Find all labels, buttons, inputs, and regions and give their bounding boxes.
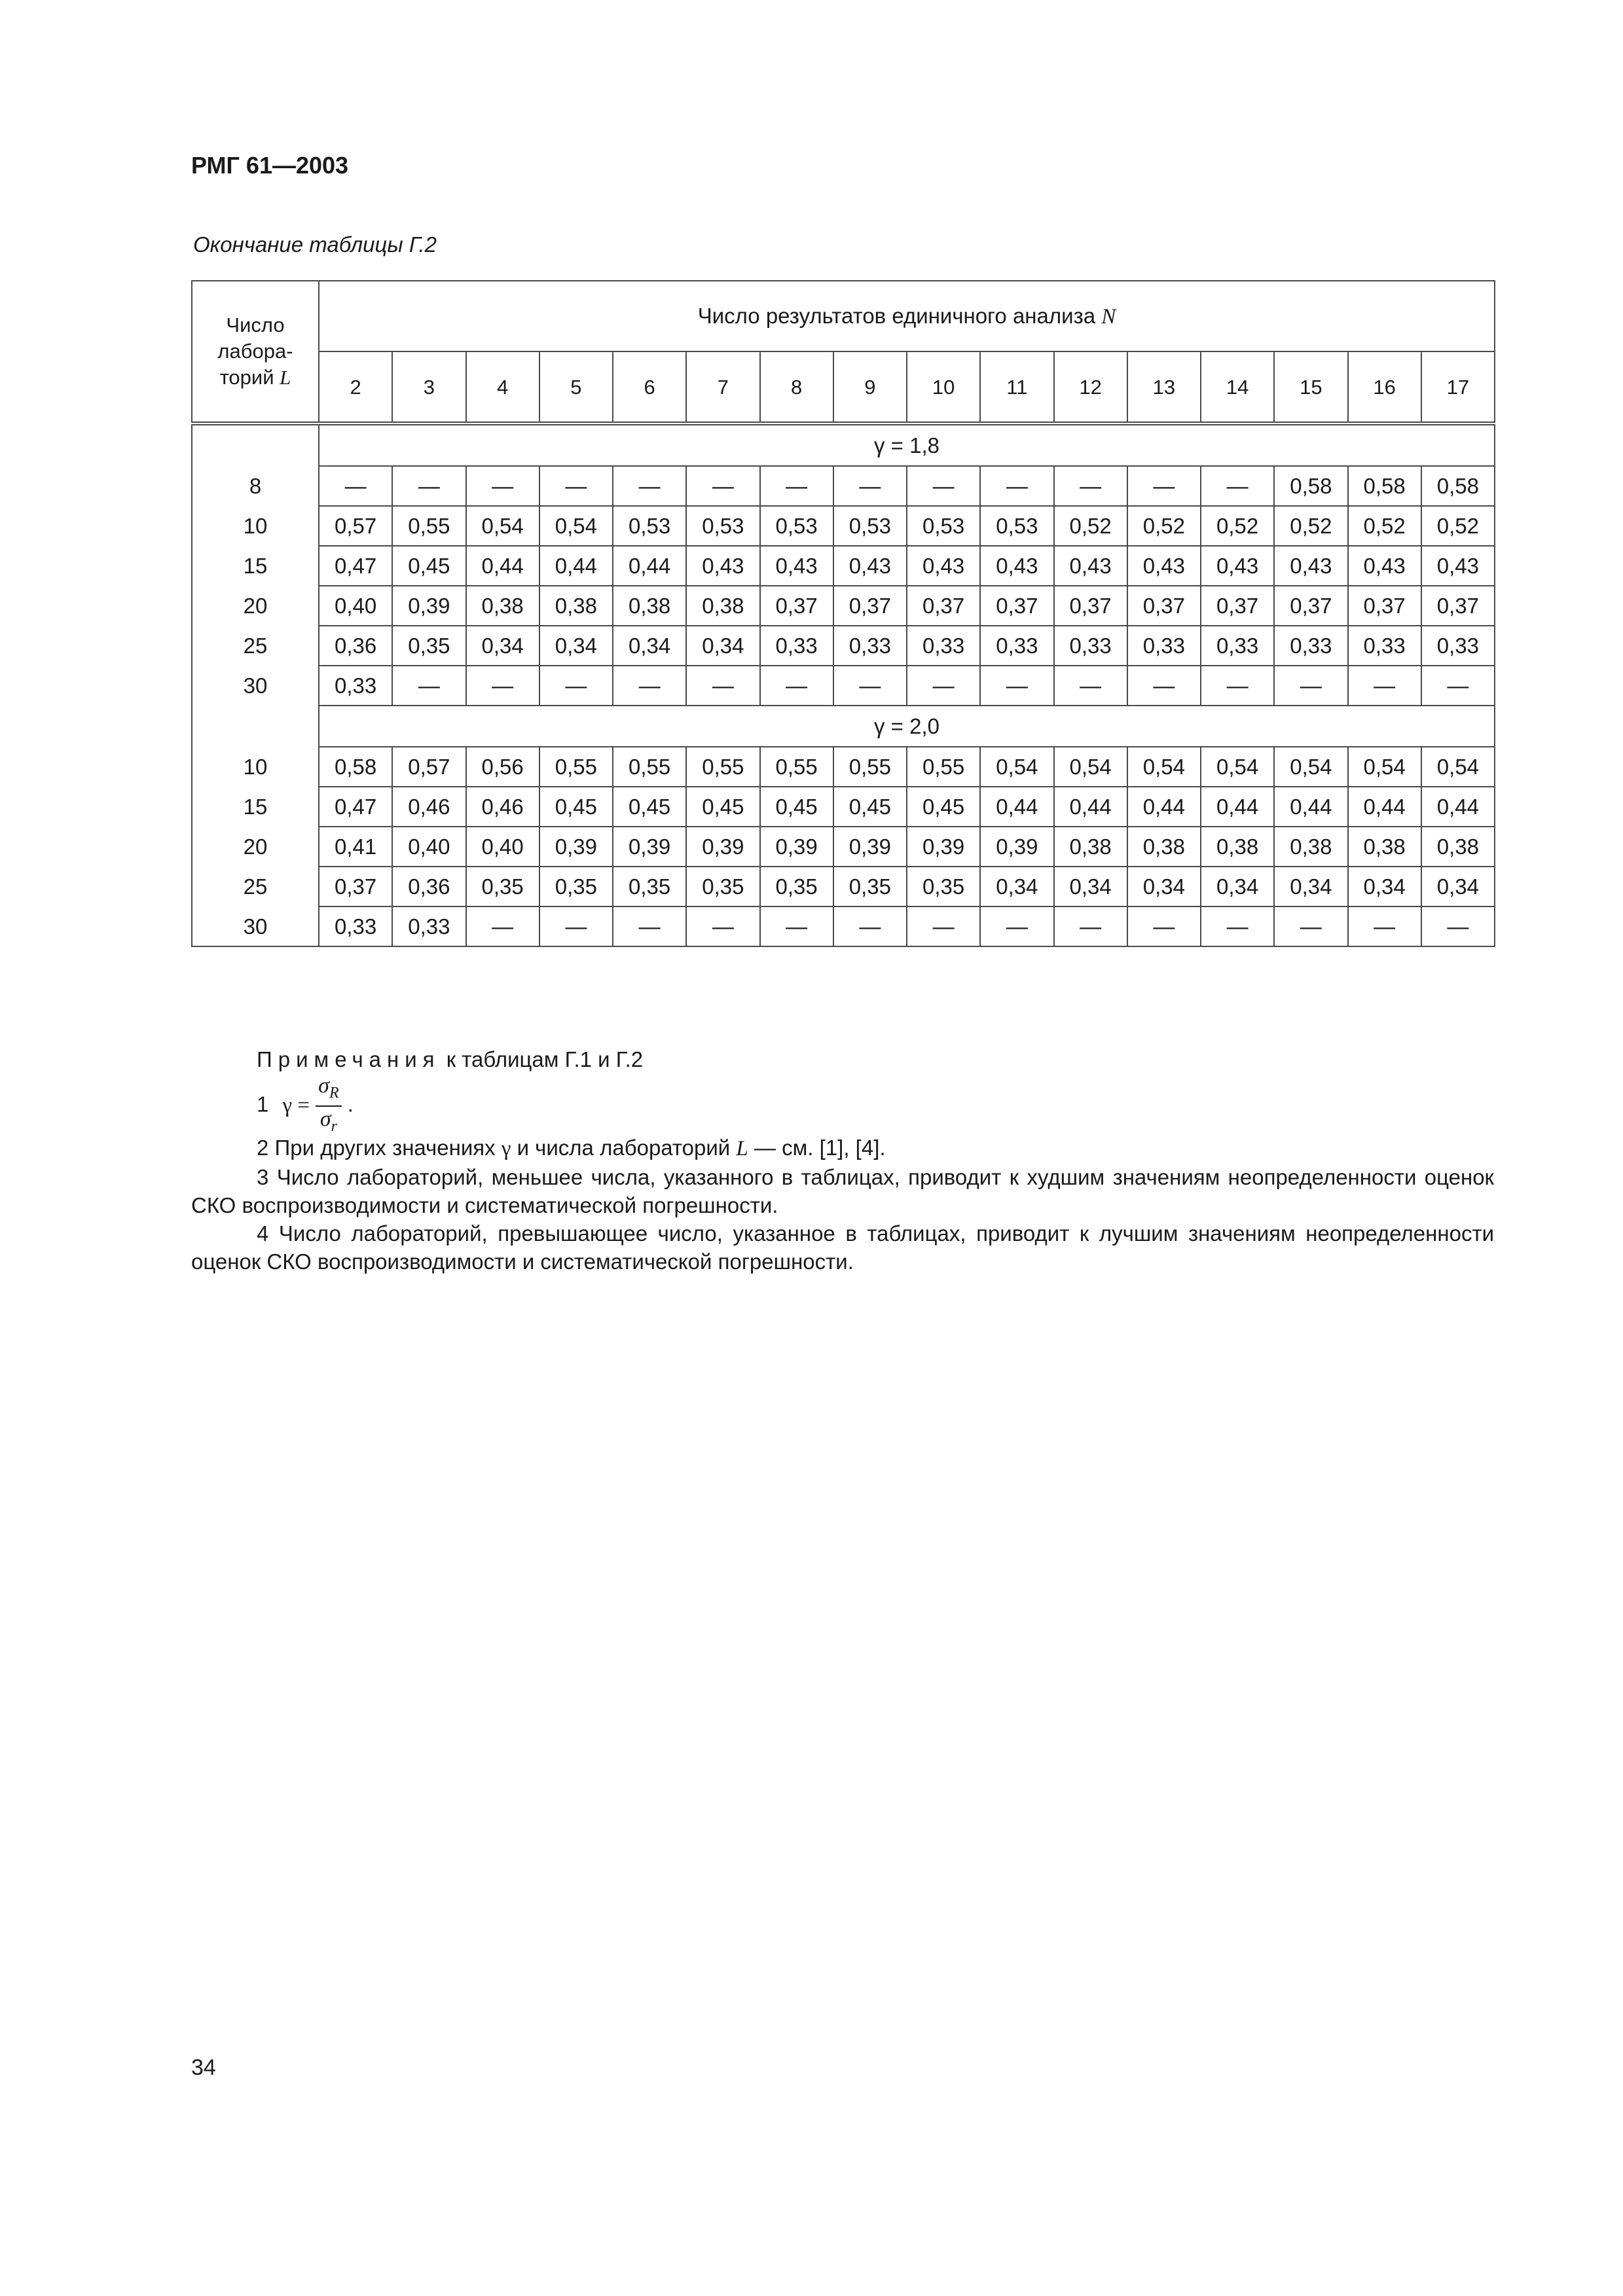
table-cell: — — [980, 906, 1053, 946]
table-cell: 0,34 — [1274, 867, 1347, 906]
table-cell: 0,38 — [1274, 827, 1347, 867]
table-cell: 0,45 — [760, 787, 833, 827]
table-cell: 0,43 — [760, 546, 833, 586]
l-value: 8 — [192, 466, 319, 506]
corner-header — [192, 281, 319, 423]
table-cell: 0,37 — [760, 586, 833, 626]
table-cell: 0,35 — [686, 867, 759, 906]
notes-heading-spaced: Примечания — [257, 1047, 441, 1071]
table-cell: 0,34 — [539, 626, 613, 666]
table-cell: 0,33 — [319, 906, 392, 946]
table-cell: — — [833, 666, 907, 706]
table-cell: — — [980, 666, 1053, 706]
table-cell: 0,55 — [686, 747, 759, 787]
table-cell: 0,40 — [392, 827, 465, 867]
table-cell: 0,44 — [466, 546, 539, 586]
n-value-header: 14 — [1201, 351, 1274, 423]
table-cell: — — [1201, 466, 1274, 506]
table-cell: — — [466, 666, 539, 706]
table-cell: 0,36 — [319, 626, 392, 666]
table-cell: 0,39 — [392, 586, 465, 626]
table-cell: — — [686, 906, 759, 946]
corner-label-1: Число — [226, 313, 285, 336]
table-cell: 0,45 — [392, 546, 465, 586]
note-2-part-b: и числа лабораторий — [517, 1136, 731, 1160]
table-cell: 0,43 — [1274, 546, 1347, 586]
table-cell: — — [760, 666, 833, 706]
data-table — [191, 280, 1495, 947]
table-cell: 0,39 — [907, 827, 980, 867]
table-cell: 0,41 — [319, 827, 392, 867]
table-cell: 0,39 — [980, 827, 1053, 867]
table-cell: 0,55 — [760, 747, 833, 787]
table-cell: — — [613, 466, 686, 506]
table-row — [192, 506, 1495, 546]
table-cell: 0,34 — [1421, 867, 1495, 906]
table-cell: 0,38 — [686, 586, 759, 626]
table-cell: 0,43 — [1054, 546, 1127, 586]
table-cell: 0,52 — [1274, 506, 1347, 546]
n-header-symbol: N — [1101, 304, 1116, 329]
n-value-header: 9 — [833, 351, 907, 423]
table-cell: 0,37 — [1348, 586, 1421, 626]
table-cell: 0,44 — [1274, 787, 1347, 827]
table-cell: 0,43 — [907, 546, 980, 586]
table-cell: 0,58 — [1348, 466, 1421, 506]
table-cell: 0,33 — [392, 906, 465, 946]
table-cell: 0,54 — [1421, 747, 1495, 787]
table-cell: 0,43 — [1127, 546, 1201, 586]
table-cell: 0,33 — [1054, 626, 1127, 666]
table-cell: — — [466, 466, 539, 506]
l-column-blank — [192, 706, 319, 747]
note-1-gamma: γ = — [282, 1093, 310, 1117]
note-2-L-symbol: L — [736, 1137, 748, 1160]
table-cell: 0,37 — [1274, 586, 1347, 626]
table-row — [192, 827, 1495, 867]
note-2 — [191, 1134, 1494, 1163]
table-cell: 0,57 — [392, 747, 465, 787]
table-row — [192, 747, 1495, 787]
table-cell: 0,52 — [1421, 506, 1495, 546]
table-cell: 0,44 — [1201, 787, 1274, 827]
table-cell: 0,34 — [1054, 867, 1127, 906]
table-cell: 0,37 — [833, 586, 907, 626]
table-cell: 0,54 — [980, 747, 1053, 787]
table-cell: 0,38 — [539, 586, 613, 626]
table-cell: — — [1201, 906, 1274, 946]
table-cell: 0,40 — [466, 827, 539, 867]
table-cell: 0,55 — [833, 747, 907, 787]
table-row — [192, 666, 1495, 706]
n-value-header: 10 — [907, 351, 980, 423]
table-row — [192, 906, 1495, 946]
table-cell: 0,40 — [319, 586, 392, 626]
table-cell: — — [760, 466, 833, 506]
table-cell: 0,53 — [760, 506, 833, 546]
table-cell: 0,33 — [760, 626, 833, 666]
table-cell: — — [1054, 466, 1127, 506]
formula-numerator: $\sigma_R$ — [316, 1073, 341, 1107]
table-cell: 0,33 — [1201, 626, 1274, 666]
notes-heading — [191, 1045, 1494, 1073]
table-cell: 0,52 — [1054, 506, 1127, 546]
table-cell: — — [539, 466, 613, 506]
table-cell: 0,43 — [686, 546, 759, 586]
table-cell: 0,33 — [1274, 626, 1347, 666]
table-cell: 0,54 — [1054, 747, 1127, 787]
table-cell: 0,44 — [613, 546, 686, 586]
table-row — [192, 626, 1495, 666]
table-cell: — — [1348, 906, 1421, 946]
corner-label-2: лабора- — [217, 339, 293, 363]
table-cell: 0,35 — [907, 867, 980, 906]
table-cell: 0,33 — [833, 626, 907, 666]
table-cell: 0,53 — [833, 506, 907, 546]
table-cell: — — [1421, 906, 1495, 946]
n-value-header: 16 — [1348, 351, 1421, 423]
table-cell: 0,37 — [1127, 586, 1201, 626]
table-cell: 0,57 — [319, 506, 392, 546]
table-cell: — — [686, 466, 759, 506]
table-cell: 0,45 — [613, 787, 686, 827]
n-value-header: 5 — [539, 351, 613, 423]
table-cell: 0,44 — [1348, 787, 1421, 827]
table-cell: 0,33 — [980, 626, 1053, 666]
n-value-header: 4 — [466, 351, 539, 423]
table-cell: 0,37 — [980, 586, 1053, 626]
table-cell: 0,34 — [686, 626, 759, 666]
table-cell: 0,54 — [1274, 747, 1347, 787]
table-cell: 0,37 — [1201, 586, 1274, 626]
table-cell: 0,47 — [319, 787, 392, 827]
l-value: 15 — [192, 546, 319, 586]
page-number: 34 — [191, 2055, 216, 2080]
table-cell: 0,33 — [907, 626, 980, 666]
table-cell: 0,46 — [392, 787, 465, 827]
corner-symbol: L — [280, 366, 291, 389]
gamma-row — [192, 706, 1495, 747]
table-cell: 0,34 — [1127, 867, 1201, 906]
table-cell: — — [833, 906, 907, 946]
table-cell: 0,36 — [392, 867, 465, 906]
corner-label-3: торий — [219, 366, 274, 389]
table-cell: 0,35 — [539, 867, 613, 906]
table-cell: — — [539, 906, 613, 946]
note-2-gamma: γ — [501, 1137, 511, 1160]
table-cell: 0,39 — [539, 827, 613, 867]
table-cell: 0,46 — [466, 787, 539, 827]
table-cell: 0,37 — [1421, 586, 1495, 626]
table-cell: 0,44 — [1421, 787, 1495, 827]
l-value: 20 — [192, 827, 319, 867]
table-row — [192, 546, 1495, 586]
l-value: 30 — [192, 906, 319, 946]
l-value: 25 — [192, 626, 319, 666]
table-cell: 0,38 — [1127, 827, 1201, 867]
table-cell: 0,33 — [1421, 626, 1495, 666]
table-cell: 0,34 — [466, 626, 539, 666]
table-cell: — — [907, 666, 980, 706]
table-cell: — — [833, 466, 907, 506]
l-value: 30 — [192, 666, 319, 706]
table-cell: 0,37 — [319, 867, 392, 906]
table-cell: 0,55 — [392, 506, 465, 546]
note-1 — [191, 1073, 1494, 1134]
note-2-part-a: 2 При других значениях — [257, 1136, 496, 1160]
table-cell: 0,39 — [833, 827, 907, 867]
table-cell: 0,44 — [980, 787, 1053, 827]
table-cell: — — [392, 666, 465, 706]
n-header — [319, 281, 1495, 351]
table-row — [192, 867, 1495, 906]
table-cell: 0,39 — [760, 827, 833, 867]
table-cell: 0,35 — [613, 867, 686, 906]
table-header-row — [192, 281, 1495, 351]
table-cell: 0,52 — [1348, 506, 1421, 546]
table-cell: — — [1421, 666, 1495, 706]
table-cell: 0,53 — [907, 506, 980, 546]
gamma-row — [192, 423, 1495, 466]
n-value-header: 15 — [1274, 351, 1347, 423]
table-cell: 0,45 — [539, 787, 613, 827]
table-cell: — — [907, 466, 980, 506]
table-cell: 0,43 — [1348, 546, 1421, 586]
table-cell: 0,38 — [1348, 827, 1421, 867]
table-cell: 0,33 — [319, 666, 392, 706]
table-row — [192, 787, 1495, 827]
notes-heading-rest: к таблицам Г.1 и Г.2 — [446, 1047, 644, 1071]
table-cell: 0,54 — [539, 506, 613, 546]
table-cell: — — [686, 666, 759, 706]
table-cell: 0,47 — [319, 546, 392, 586]
table-cell: 0,53 — [613, 506, 686, 546]
table-cell: — — [1274, 906, 1347, 946]
table-cell: 0,53 — [980, 506, 1053, 546]
table-cell: 0,56 — [466, 747, 539, 787]
n-value-header: 11 — [980, 351, 1053, 423]
table-cell: 0,55 — [539, 747, 613, 787]
table-cell: 0,55 — [613, 747, 686, 787]
note-1-number: 1 — [257, 1092, 269, 1117]
l-value: 15 — [192, 787, 319, 827]
table-cell: — — [760, 906, 833, 946]
document-code: РМГ 61—2003 — [191, 152, 349, 179]
table-cell: 0,38 — [1421, 827, 1495, 867]
table-cell: 0,43 — [833, 546, 907, 586]
table-cell: 0,34 — [1348, 867, 1421, 906]
table-cell: 0,43 — [980, 546, 1053, 586]
table-cell: 0,54 — [466, 506, 539, 546]
table-cell: 0,54 — [1348, 747, 1421, 787]
table-cell: — — [1201, 666, 1274, 706]
table-cell: 0,38 — [613, 586, 686, 626]
table-cell: 0,53 — [686, 506, 759, 546]
table-cell: 0,35 — [466, 867, 539, 906]
table-cell: 0,39 — [613, 827, 686, 867]
formula-denominator: $\sigma_r$ — [319, 1106, 337, 1135]
n-value-header: 17 — [1421, 351, 1495, 423]
note-3: 3 Число лабораторий, меньшее числа, указанного в таблицах, приводит к худшим значениям неопределенности оценок СКО воспроизводимости и систематической погрешности. — [191, 1165, 1494, 1217]
notes-block — [191, 1045, 1494, 1276]
note-2-part-c: — см. [1], [4]. — [754, 1136, 886, 1160]
table-cell: — — [1127, 666, 1201, 706]
note-1-tail: . — [347, 1092, 354, 1117]
table-cell: 0,38 — [1054, 827, 1127, 867]
formula-fraction — [316, 1073, 341, 1139]
table-cell: 0,39 — [686, 827, 759, 867]
table-cell: 0,33 — [1348, 626, 1421, 666]
table-cell: 0,55 — [907, 747, 980, 787]
table-cell: 0,34 — [613, 626, 686, 666]
table-caption: Окончание таблицы Г.2 — [193, 232, 437, 257]
table-cell: 0,44 — [1127, 787, 1201, 827]
table-row — [192, 466, 1495, 506]
table-cell: 0,52 — [1201, 506, 1274, 546]
table-cell: 0,35 — [760, 867, 833, 906]
l-value: 10 — [192, 747, 319, 787]
n-value-header: 3 — [392, 351, 465, 423]
note-4: 4 Число лабораторий, превышающее число, указанное в таблицах, приводит к лучшим значениям неопределенности оценок СКО воспроизводимости и систематической погрешности. — [191, 1221, 1494, 1274]
l-value: 25 — [192, 867, 319, 906]
table-cell: — — [613, 666, 686, 706]
table-cell: 0,33 — [1127, 626, 1201, 666]
table-cell: 0,52 — [1127, 506, 1201, 546]
table-cell: 0,45 — [907, 787, 980, 827]
l-value: 20 — [192, 586, 319, 626]
table-cell: 0,34 — [980, 867, 1053, 906]
n-value-header: 7 — [686, 351, 759, 423]
table-cell: — — [1127, 906, 1201, 946]
table-cell: — — [539, 666, 613, 706]
table-cell: — — [1127, 466, 1201, 506]
table-cell: — — [1348, 666, 1421, 706]
table-cell: 0,44 — [539, 546, 613, 586]
n-value-header: 12 — [1054, 351, 1127, 423]
table-cell: — — [613, 906, 686, 946]
gamma-label: γ = 2,0 — [319, 706, 1495, 747]
n-value-header: 2 — [319, 351, 392, 423]
table-cell: — — [1054, 906, 1127, 946]
table-cell: 0,34 — [1201, 867, 1274, 906]
l-column-blank — [192, 423, 319, 466]
n-value-header: 13 — [1127, 351, 1201, 423]
table-cell: 0,43 — [1421, 546, 1495, 586]
table-cell: — — [1274, 666, 1347, 706]
table-cell: 0,58 — [1421, 466, 1495, 506]
table-cell: 0,54 — [1127, 747, 1201, 787]
table-cell: — — [319, 466, 392, 506]
table-cell: — — [466, 906, 539, 946]
table-cell: 0,35 — [392, 626, 465, 666]
n-value-header: 8 — [760, 351, 833, 423]
table-cell: — — [1054, 666, 1127, 706]
gamma-label: γ = 1,8 — [319, 423, 1495, 466]
table-cell: 0,43 — [1201, 546, 1274, 586]
table-cell: 0,35 — [833, 867, 907, 906]
table-cell: — — [907, 906, 980, 946]
n-header-text: Число результатов единичного анализа — [697, 303, 1096, 328]
table-cell: 0,38 — [1201, 827, 1274, 867]
table-cell: 0,45 — [686, 787, 759, 827]
n-value-header: 6 — [613, 351, 686, 423]
table-cell: 0,44 — [1054, 787, 1127, 827]
table-cell: 0,58 — [1274, 466, 1347, 506]
table-row — [192, 586, 1495, 626]
n-values-row — [192, 351, 1495, 423]
table-cell: 0,37 — [1054, 586, 1127, 626]
table-cell: 0,38 — [466, 586, 539, 626]
table-cell: — — [392, 466, 465, 506]
table-cell: — — [980, 466, 1053, 506]
l-value: 10 — [192, 506, 319, 546]
table-cell: 0,54 — [1201, 747, 1274, 787]
table-cell: 0,58 — [319, 747, 392, 787]
table-cell: 0,45 — [833, 787, 907, 827]
table-cell: 0,37 — [907, 586, 980, 626]
